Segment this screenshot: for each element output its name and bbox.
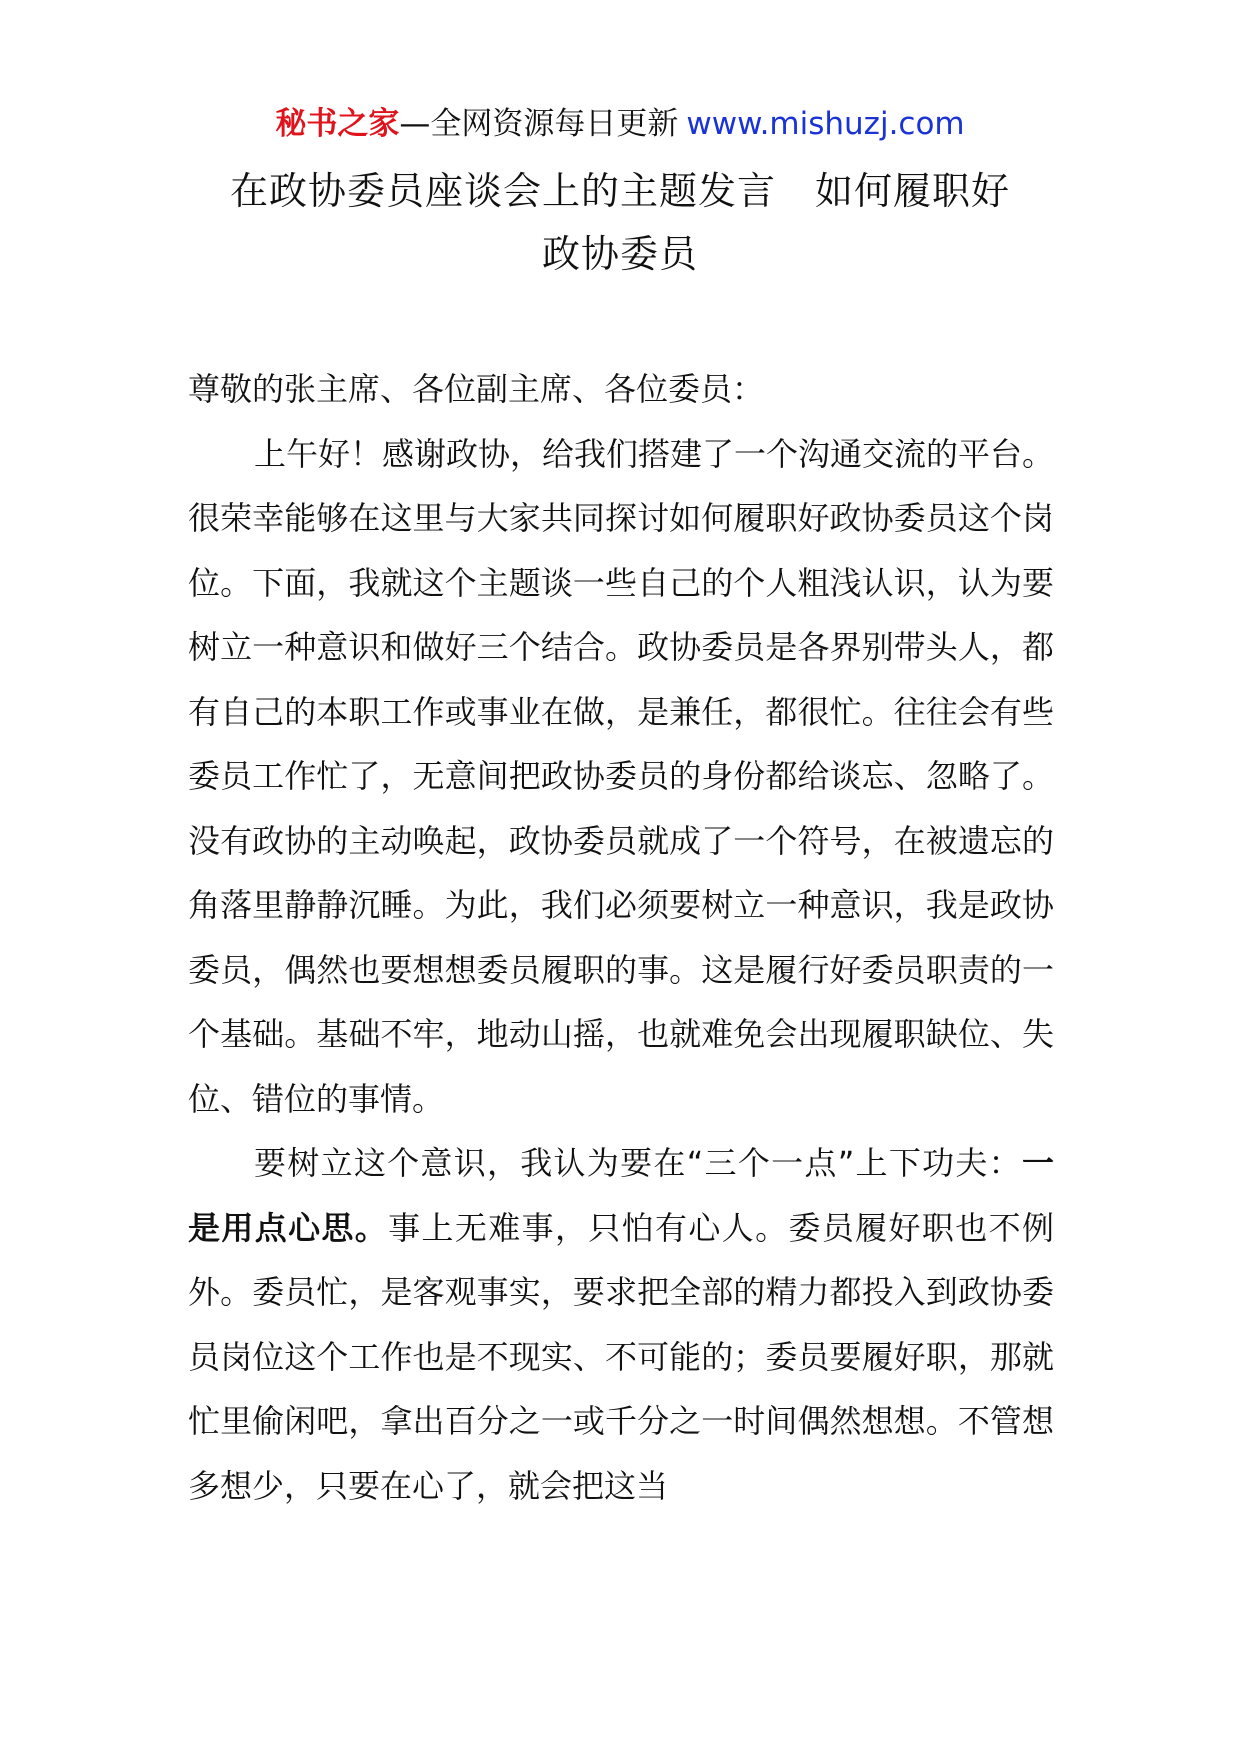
brand-name: 秘书之家 (275, 106, 400, 142)
paragraph-2-intro: 要树立这个意识，我认为要在“三个一点”上下功夫： (254, 1144, 1022, 1182)
paragraph-2-bold-point: 一是用点心思。 (188, 1144, 1054, 1247)
document-title (180, 160, 1060, 286)
title-line-2: 政协委员 (541, 232, 698, 276)
site-header (0, 98, 1240, 150)
header-tagline: —全网资源每日更新 (399, 106, 679, 142)
salutation: 尊敬的张主席、各位副主席、各位委员： (188, 370, 765, 408)
site-url-link[interactable]: www.mishuzj.com (686, 106, 965, 142)
paragraph-2-rest: 事上无难事，只怕有心人。委员履好职也不例外。委员忙，是客观事实，要求把全部的精力都投入到政协委员岗位这个工作也是不现实、不可能的；委员要履好职，那就忙里偷闲吧，拿出百分之一或千分之一时间偶然想想。不管想多想少，只要在心了，就会把这当 (188, 1208, 1054, 1505)
document-body (188, 357, 1054, 1518)
paragraph-1: 上午好！感谢政协，给我们搭建了一个沟通交流的平台。很荣幸能够在这里与大家共同探讨如何履职好政协委员这个岗位。下面，我就这个主题谈一些自己的个人粗浅认识，认为要树立一种意识和做好三个结合。政协委员是各界别带头人，都有自己的本职工作或事业在做，是兼任，都很忙。往往会有些委员工作忙了，无意间把政协委员的身份都给谈忘、忽略了。没有政协的主动唤起，政协委员就成了一个符号，在被遗忘的角落里静静沉睡。为此，我们必须要树立一种意识，我是政协委员，偶然也要想想委员履职的事。这是履行好委员职责的一个基础。基础不牢，地动山摇，也就难免会出现履职缺位、失位、错位的事情。 (188, 434, 1055, 1118)
title-line-1: 在政协委员座谈会上的主题发言 如何履职好 (229, 169, 1010, 213)
paragraph-2 (188, 1131, 1054, 1518)
